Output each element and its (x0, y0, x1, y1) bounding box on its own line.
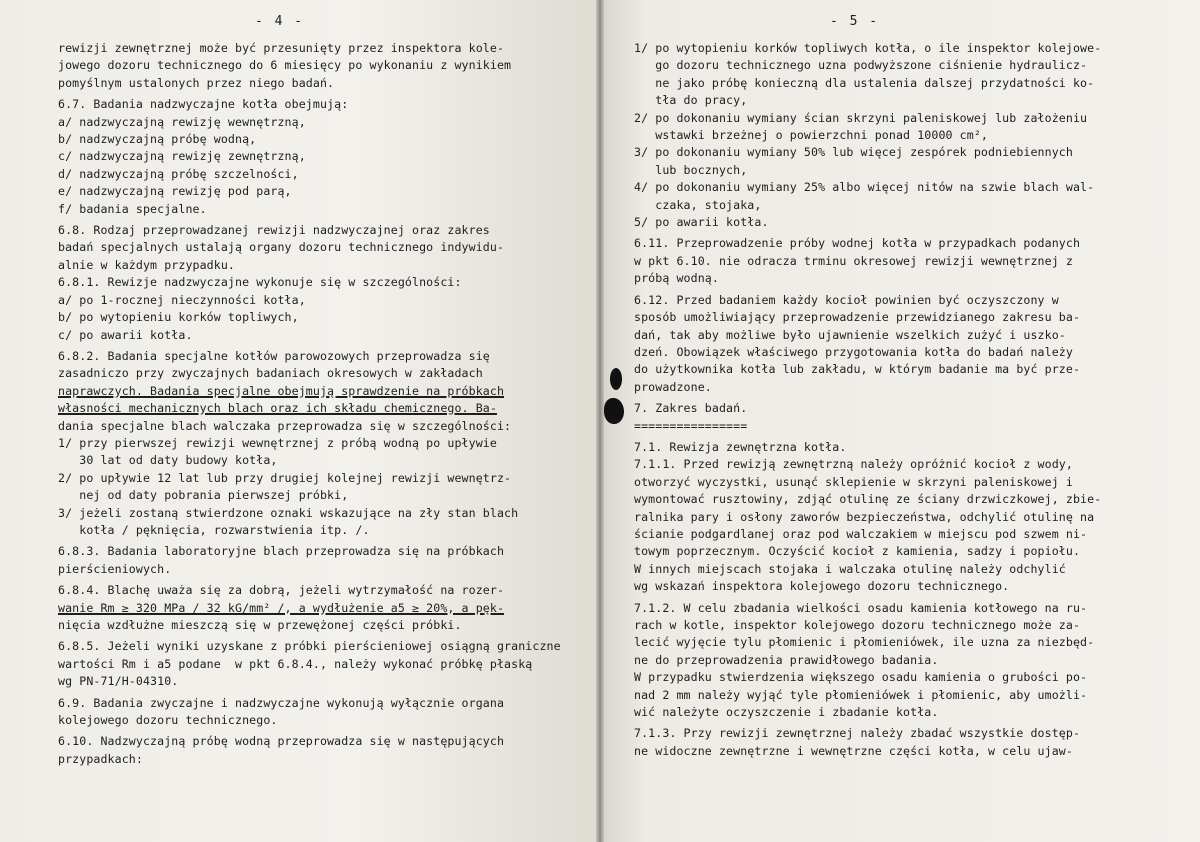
text-line: go dozoru technicznego uzna podwyższone ciśnienie hydraulicz- (634, 58, 1088, 73)
text-line: ================ (634, 418, 748, 433)
text-line: 6.9. Badania zwyczajne i nadzwyczajne wykonują wyłącznie organa (58, 695, 505, 710)
text-line: wartości Rm i a5 podane w pkt 6.8.4., należy wykonać próbkę płaską (58, 656, 533, 671)
text-line: zasadniczo przy zwyczajnych badaniach okresowych w zakładach (58, 366, 483, 381)
text-line: 6.8.3. Badania laboratoryjne blach przeprowadza się na próbkach (58, 544, 505, 559)
text-line: ne widoczne zewnętrzne i wewnętrzne części kotła, w celu ujaw- (634, 743, 1073, 758)
text-line: nej od daty pobrania pierwszej próbki, (58, 488, 349, 503)
text-line: kotła / pęknięcia, rozwarstwienia itp. /. (58, 522, 370, 537)
text-line: ne jako próbę konieczną dla ustalenia dalszej przydatności ko- (634, 75, 1095, 90)
text-line: dań, tak aby możliwe było ujawnienie wszelkich zużyć i uszko- (634, 327, 1066, 342)
text-line: 7.1.3. Przy rewizji zewnętrznej należy zbadać wszystkie dostęp- (634, 726, 1081, 741)
text-line: a/ po 1-rocznej nieczynności kotła, (58, 292, 306, 307)
text-line: 7.1. Rewizja zewnętrzna kotła. (634, 439, 847, 454)
text-line: 1/ przy pierwszej rewizji wewnętrznej z próbą wodną po upływie (58, 435, 497, 450)
text-line: badań specjalnych ustalają organy dozoru technicznego indywidu- (58, 240, 505, 255)
text-line: 6.10. Nadzwyczajną próbę wodną przeprowadza się w następujących (58, 734, 505, 749)
text-line: lub bocznych, (634, 162, 748, 177)
text-line: 6.8.5. Jeżeli wyniki uzyskane z próbki pierścieniowej osiągną graniczne (58, 639, 561, 654)
text-line: ścianie podgardlanej oraz pod walczakiem w miejscu pod szwem ni- (634, 526, 1088, 541)
left-page (0, 0, 598, 842)
text-line: 6.8.2. Badania specjalne kotłów parowozowych przeprowadza się (58, 348, 490, 363)
text-line: nięcia wzdłużne mieszczą się w przewężonej części próbki. (58, 618, 462, 632)
text-line: wg wskazań inspektora kolejowego dozoru technicznego. (634, 579, 1010, 594)
text-line: 5/ po awarii kotła. (634, 215, 769, 230)
text-line: alnie w każdym przypadku. (58, 257, 236, 272)
text-line: 1/ po wytopieniu korków topliwych kotła, o ile inspektor kolejowe- (634, 41, 1102, 55)
text-line: 7.1.2. W celu zbadania wielkości osadu kamienia kotłowego na ru- (634, 600, 1088, 615)
text-line: kolejowego dozoru technicznego. (58, 713, 278, 728)
text-line: 4/ po dokonaniu wymiany 25% albo więcej nitów na szwie blach wal- (634, 180, 1095, 195)
text-line: w pkt 6.10. nie odracza trminu okresowej rewizji wewnętrznej z (634, 253, 1073, 268)
text-line: d/ nadzwyczajną próbę szczelności, (58, 166, 299, 181)
text-line: pomyślnym ustalonych przez niego badań. (58, 75, 335, 90)
text-line: 7.1.1. Przed rewizją zewnętrzną należy opróżnić kocioł z wody, (634, 457, 1073, 472)
text-line: c/ po awarii kotła. (58, 327, 193, 342)
text-line: wanie Rm ≥ 320 MPa / 32 kG/mm² /, a wydłużenie a5 ≥ 20%, a pęk- (58, 600, 505, 615)
text-line: c/ nadzwyczajną rewizję zewnętrzną, (58, 149, 306, 164)
text-line: prowadzone. (634, 379, 712, 394)
text-line: W przypadku stwierdzenia większego osadu kamienia o grubości po- (634, 670, 1088, 685)
text-line: sposób umożliwiający przeprowadzenie przewidzianego zakresu ba- (634, 310, 1081, 325)
text-line: wić należyte oczyszczenie i zbadanie kotła. (634, 705, 939, 720)
text-line: wstawki brzeżnej o powierzchni ponad 10000 cm², (634, 128, 989, 143)
text-line: 3/ jeżeli zostaną stwierdzone oznaki wskazujące na zły stan blach (58, 505, 519, 520)
right-page-text (634, 40, 1180, 760)
text-line: jowego dozoru technicznego do 6 miesięcy po wykonaniu z wynikiem (58, 58, 512, 73)
ink-blot (610, 368, 622, 390)
text-line: 7. Zakres badań. (634, 401, 748, 416)
text-line: b/ po wytopieniu korków topliwych, (58, 310, 299, 325)
page-number: - 4 - (255, 14, 305, 29)
text-line: naprawczych. Badania specjalne obejmują sprawdzenie na próbkach (58, 383, 505, 398)
text-line: f/ badania specjalne. (58, 201, 207, 216)
text-line: a/ nadzwyczajną rewizję wewnętrzną, (58, 114, 306, 129)
ink-blot (604, 398, 624, 424)
text-line: otworzyć wyczystki, usunąć sklepienie w skrzyni paleniskowej i (634, 474, 1073, 489)
right-page (598, 0, 1200, 842)
left-page-text (58, 40, 588, 768)
text-line: ralnika pary i osłony zaworów bezpieczeństwa, odchylić otulinę na (634, 509, 1095, 524)
text-line: dzeń. Obowiązek właściwego przygotowania kotła do badań należy (634, 344, 1073, 359)
text-line: pierścieniowych. (58, 561, 172, 576)
book-gutter (596, 0, 604, 842)
text-line: e/ nadzwyczajną rewizję pod parą, (58, 184, 292, 199)
text-line: czaka, stojaka, (634, 197, 762, 212)
text-line: nad 2 mm należy wyjąć tyle płomieniówek i płomienic, aby umożli- (634, 687, 1088, 702)
text-line: 6.8.4. Blachę uważa się za dobrą, jeżeli wytrzymałość na rozer- (58, 583, 505, 598)
text-line: 2/ po upływie 12 lat lub przy drugiej kolejnej rewizji wewnętrz- (58, 470, 512, 485)
text-line: własności mechanicznych blach oraz ich składu chemicznego. Ba- (58, 401, 497, 416)
text-line: wg PN-71/H-04310. (58, 674, 179, 689)
text-line: 2/ po dokonaniu wymiany ścian skrzyni paleniskowej lub założeniu (634, 110, 1088, 125)
text-line: rach w kotle, inspektor kolejowego dozoru technicznego może za- (634, 618, 1081, 632)
text-line: b/ nadzwyczajną próbę wodną, (58, 132, 257, 147)
text-line: lecić wyjęcie tylu płomienic i płomieniówek, ile uzna za niezbęd- (634, 635, 1095, 650)
page-number: - 5 - (830, 14, 880, 29)
text-line: 6.7. Badania nadzwyczajne kotła obejmują: (58, 97, 349, 112)
text-line: 6.12. Przed badaniem każdy kocioł powinien być oczyszczony w (634, 292, 1059, 307)
text-line: towym poprzecznym. Oczyścić kocioł z kamienia, sadzy i popiołu. (634, 544, 1081, 559)
text-line: próbą wodną. (634, 271, 719, 286)
text-line: 6.8. Rodzaj przeprowadzanej rewizji nadzwyczajnej oraz zakres (58, 223, 490, 238)
text-line: 6.11. Przeprowadzenie próby wodnej kotła w przypadkach podanych (634, 236, 1081, 251)
text-line: dania specjalne blach walczaka przeprowadza się w szczególności: (58, 418, 512, 433)
text-line: do użytkownika kotła lub zakładu, w którym badanie ma być prze- (634, 362, 1081, 377)
text-line: przypadkach: (58, 751, 143, 766)
text-line: tła do pracy, (634, 93, 748, 108)
text-line: 30 lat od daty budowy kotła, (58, 453, 278, 468)
text-line: rewizji zewnętrznej może być przesunięty przez inspektora kole- (58, 41, 505, 55)
text-line: wymontować rusztowiny, zdjąć otulinę ze ściany drzwiczkowej, zbie- (634, 492, 1102, 507)
text-line: 3/ po dokonaniu wymiany 50% lub więcej zespórek podniebiennych (634, 145, 1073, 160)
text-line: W innych miejscach stojaka i walczaka otulinę należy odchylić (634, 561, 1066, 576)
text-line: ne do przeprowadzenia prawidłowego badania. (634, 652, 939, 667)
text-line: 6.8.1. Rewizje nadzwyczajne wykonuje się w szczególności: (58, 275, 462, 290)
